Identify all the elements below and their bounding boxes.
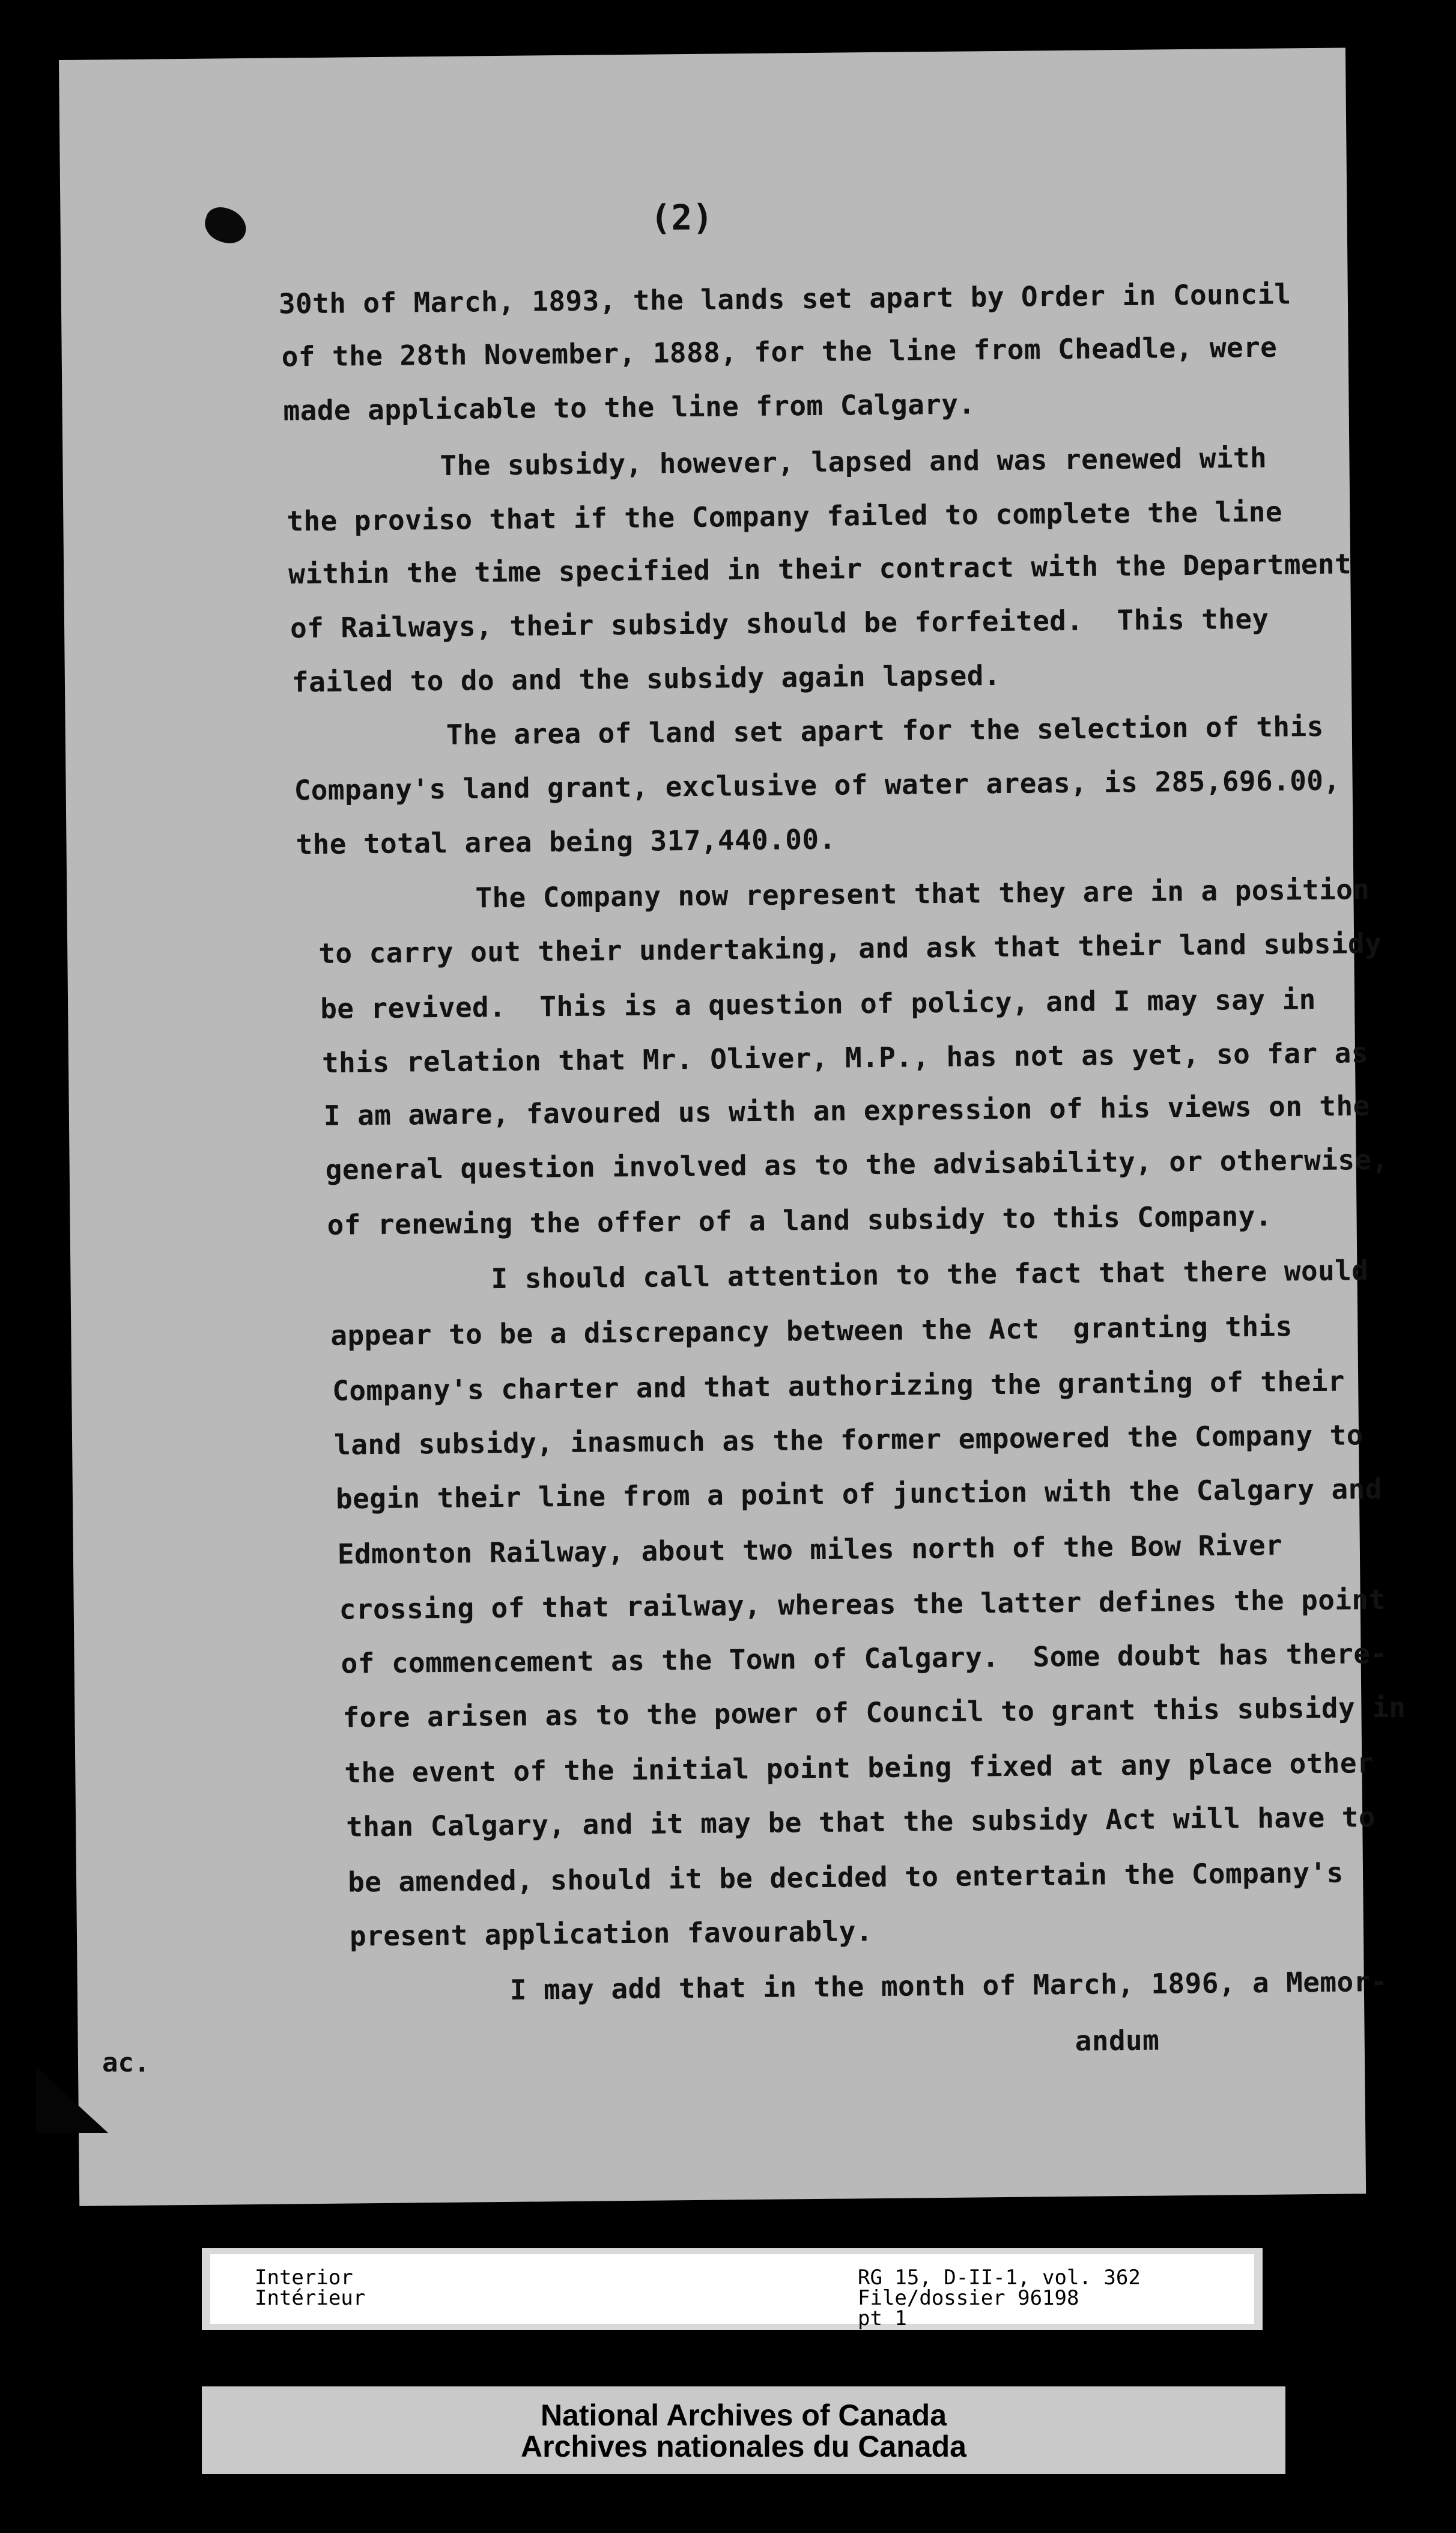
reference-block	[858, 2267, 1141, 2329]
text-line: andum	[1075, 2024, 1160, 2057]
text-line: than Calgary, and it may be that the subsidy Act will have to	[345, 1801, 1376, 1843]
text-line: of Railways, their subsidy should be forfeited. This they	[290, 602, 1269, 645]
document-page	[59, 47, 1406, 2206]
department-en: Interior	[255, 2266, 353, 2290]
text-line: failed to do and the subsidy again lapsed.	[291, 658, 1001, 699]
part-number: pt 1	[858, 2306, 907, 2331]
text-line: be amended, should it be decided to entertain the Company's	[347, 1856, 1344, 1899]
text-line: the event of the initial point being fixed at any place other	[344, 1747, 1374, 1789]
file-number: File/dossier 96198	[858, 2286, 1079, 2310]
text-line: fore arisen as to the power of Council to grant this subsidy in	[342, 1691, 1406, 1734]
text-line: Edmonton Railway, about two miles north of the Bow River	[337, 1528, 1283, 1571]
text-line: made applicable to the line from Calgary.	[283, 388, 975, 427]
text-line: I should call attention to the fact that there would	[491, 1254, 1369, 1295]
archive-banner	[202, 2386, 1285, 2474]
punch-hole-mark	[201, 203, 251, 248]
archive-reference-label	[202, 2248, 1263, 2330]
text-line: 30th of March, 1893, the lands set apart by Order in Council	[278, 278, 1291, 320]
text-line: Company's land grant, exclusive of water areas, is 285,696.00,	[294, 764, 1341, 807]
archive-name-en: National Archives of Canada	[540, 2398, 947, 2432]
text-line: of commencement as the Town of Calgary. Some doubt has there-	[341, 1637, 1388, 1680]
text-line: this relation that Mr. Oliver, M.P., has not as yet, so far as	[321, 1036, 1369, 1079]
department-fr: Intérieur	[255, 2286, 366, 2310]
label-card	[210, 2254, 1254, 2331]
page-number: (2)	[650, 196, 714, 239]
text-line: to carry out their undertaking, and ask that their land subsidy	[318, 926, 1382, 970]
text-line: of renewing the offer of a land subsidy to this Company.	[327, 1199, 1273, 1241]
text-line: be revived. This is a question of policy, and I may say in	[320, 982, 1316, 1025]
text-line: The Company now represent that they are in a position	[475, 873, 1370, 914]
text-line: appear to be a discrepancy between the Act granting this	[330, 1310, 1293, 1352]
text-line: present application favourably.	[349, 1915, 873, 1953]
archive-name-fr: Archives nationales du Canada	[521, 2430, 966, 2463]
text-line: crossing of that railway, whereas the latter defines the point	[339, 1583, 1386, 1626]
text-line: of the 28th November, 1888, for the line from Cheadle, were	[281, 330, 1278, 373]
corner-tear	[36, 2067, 108, 2133]
typist-initials: ac.	[102, 2048, 150, 2078]
archive-banner-text	[202, 2400, 1285, 2462]
text-line: I may add that in the month of March, 1896, a Memor-	[509, 1965, 1388, 2006]
text-line: The area of land set apart for the selection of this	[446, 710, 1324, 751]
text-line: within the time specified in their contract with the Department	[288, 547, 1352, 591]
text-line: I am aware, favoured us with an expression of his views on the	[323, 1089, 1370, 1132]
text-line: The subsidy, however, lapsed and was renewed with	[440, 441, 1267, 482]
text-line: general question involved as to the advisability, or otherwise,	[325, 1143, 1389, 1186]
text-line: the total area being 317,440.00.	[296, 823, 836, 861]
text-line: Company's charter and that authorizing the granting of their	[332, 1364, 1345, 1407]
department-block	[255, 2267, 365, 2308]
reference-number: RG 15, D-II-1, vol. 362	[858, 2266, 1141, 2290]
text-line: begin their line from a point of junction with the Calgary and	[335, 1472, 1383, 1515]
text-line: land subsidy, inasmuch as the former empowered the Company to	[333, 1419, 1364, 1461]
text-line: the proviso that if the Company failed to complete the line	[287, 495, 1283, 538]
